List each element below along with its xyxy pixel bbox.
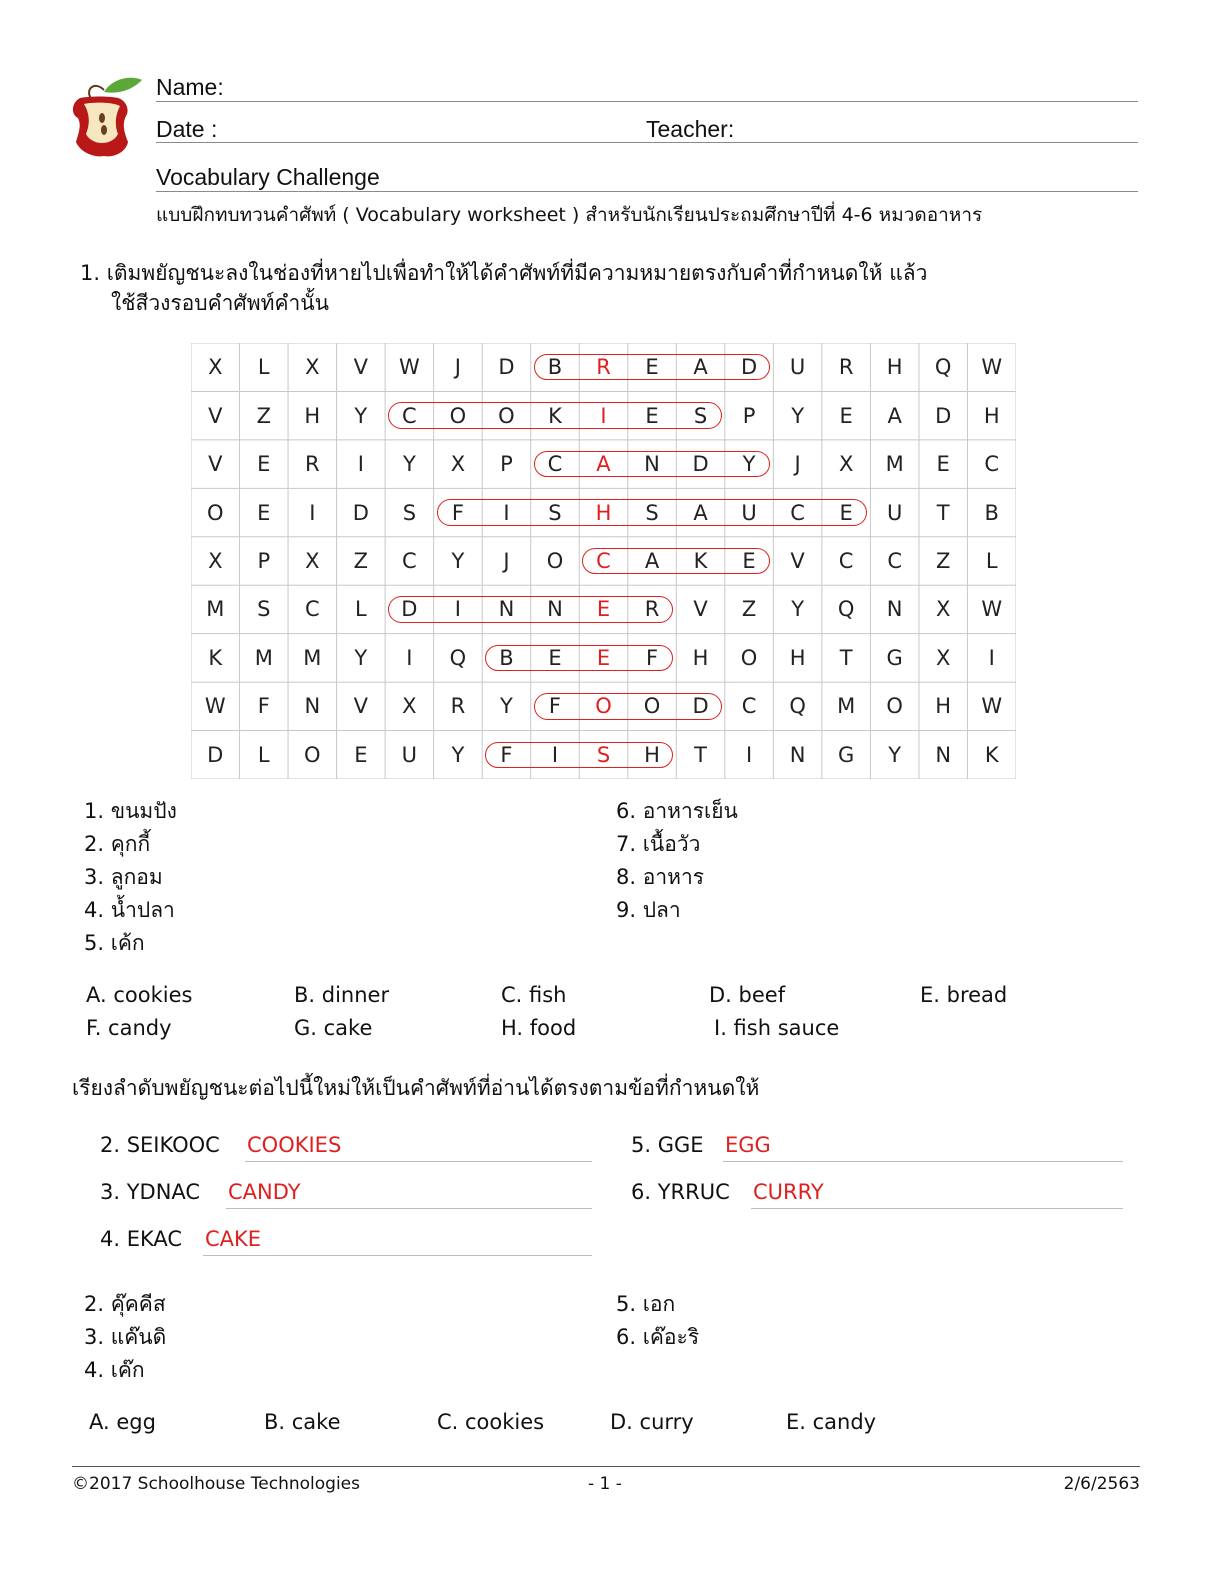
clue-item: 6. อาหารเย็น — [616, 799, 738, 823]
grid-cell[interactable]: O — [449, 403, 467, 428]
grid-cell[interactable]: I — [745, 742, 753, 767]
grid-cell[interactable]: V — [353, 355, 369, 380]
answer-option: A. cookies — [86, 983, 193, 1007]
clue-item: 3. ลูกอม — [84, 865, 163, 889]
grid-cell[interactable]: O — [595, 694, 612, 719]
footer-page-number: - 1 - — [588, 1474, 622, 1494]
answer-field[interactable]: EGG — [725, 1133, 771, 1157]
grid-cell[interactable]: X — [305, 548, 320, 573]
grid-cell[interactable]: L — [257, 355, 270, 380]
apple-core-logo — [64, 70, 148, 162]
grid-cell[interactable]: P — [500, 452, 513, 477]
grid-cell[interactable]: V — [208, 452, 223, 477]
section2-instruction: เรียงลำดับพยัญชนะต่อไปนี้ใหม่ให้เป็นคำศัพท์ที่อ่านได้ตรงตามข้อที่กำหนดให้ — [72, 1076, 760, 1100]
footer-date: 2/6/2563 — [1063, 1474, 1140, 1494]
grid-cell[interactable]: O — [886, 694, 903, 719]
grid-cell[interactable]: F — [548, 694, 561, 719]
grid-cell[interactable]: K — [208, 645, 223, 670]
grid-cell[interactable]: E — [645, 355, 659, 380]
grid-cell[interactable]: E — [742, 548, 756, 573]
grid-cell[interactable]: X — [936, 597, 951, 622]
answer-line — [226, 1208, 592, 1209]
grid-cell[interactable]: C — [790, 500, 805, 525]
grid-cell[interactable]: E — [839, 500, 853, 525]
grid-cell[interactable]: S — [693, 403, 708, 428]
grid-cell[interactable]: O — [498, 403, 515, 428]
title-line — [156, 191, 1138, 192]
grid-cell[interactable]: M — [206, 597, 225, 622]
grid-cell[interactable]: Y — [354, 403, 368, 428]
grid-cell[interactable]: D — [352, 500, 369, 525]
grid-cell[interactable]: E — [596, 597, 611, 622]
grid-cell[interactable]: K — [548, 403, 562, 428]
answer-option: H. food — [501, 1016, 577, 1040]
grid-cell[interactable]: I — [406, 645, 413, 670]
grid-cell[interactable]: X — [450, 452, 466, 477]
grid-cell[interactable]: E — [257, 500, 271, 525]
grid-cell[interactable]: U — [401, 742, 418, 767]
grid-cell[interactable]: I — [503, 500, 510, 525]
clue-item: 8. อาหาร — [616, 865, 705, 889]
grid-cell[interactable]: C — [304, 597, 320, 622]
worksheet-subtitle: แบบฝึกทบทวนคำศัพท์ ( Vocabulary worksheet ) สำหรับนักเรียนประถมศึกษาปีที่ 4-6 หมวดอาหาร — [156, 204, 983, 226]
grid-cell[interactable]: E — [596, 645, 611, 670]
clue-item: 9. ปลา — [616, 898, 681, 922]
grid-cell[interactable]: X — [936, 645, 951, 670]
grid-cell[interactable]: V — [353, 694, 369, 719]
grid-cell[interactable]: D — [498, 355, 515, 380]
answer-option: D. curry — [610, 1410, 694, 1434]
grid-cell[interactable]: G — [837, 742, 855, 767]
grid-cell[interactable]: K — [693, 548, 708, 573]
clue-item: 7. เนื้อวัว — [616, 832, 701, 856]
clue-item: 2. คุ๊คคีส — [84, 1292, 166, 1316]
grid-cell[interactable]: I — [454, 597, 461, 622]
grid-cell[interactable]: M — [885, 452, 904, 477]
grid-cell[interactable]: C — [887, 548, 902, 573]
grid-cell[interactable]: Z — [741, 597, 757, 622]
grid-cell[interactable]: L — [257, 742, 270, 767]
worksheet-title: Vocabulary Challenge — [156, 164, 380, 190]
grid-cell[interactable]: S — [402, 500, 417, 525]
grid-cell[interactable]: X — [305, 355, 320, 380]
answer-line — [751, 1208, 1123, 1209]
grid-cell[interactable]: I — [357, 452, 364, 477]
clue-item: 6. เค๊อะริ — [616, 1325, 700, 1349]
grid-cell[interactable]: E — [839, 403, 853, 428]
grid-cell[interactable]: M — [303, 645, 322, 670]
answer-line — [203, 1255, 592, 1256]
grid-cell[interactable]: W — [398, 355, 420, 380]
grid-cell[interactable]: C — [838, 548, 854, 573]
grid-cell[interactable]: Y — [791, 597, 805, 622]
grid-cell[interactable]: S — [645, 500, 659, 525]
grid-cell[interactable]: Z — [936, 548, 951, 573]
scrambled-word: 4. EKAC — [100, 1227, 183, 1251]
grid-cell[interactable]: D — [692, 694, 709, 719]
grid-cell[interactable]: U — [886, 500, 903, 525]
answer-line — [245, 1161, 592, 1162]
grid-cell[interactable]: W — [981, 597, 1003, 622]
grid-cell[interactable]: R — [305, 452, 320, 477]
grid-cell[interactable]: Y — [742, 452, 756, 477]
date-teacher-line[interactable] — [156, 142, 1138, 143]
grid-cell[interactable]: U — [789, 355, 806, 380]
grid-cell[interactable]: S — [596, 742, 611, 767]
grid-cell[interactable]: R — [838, 355, 854, 380]
grid-cell[interactable]: S — [548, 500, 562, 525]
grid-cell[interactable]: X — [838, 452, 854, 477]
grid-cell[interactable]: J — [503, 548, 510, 573]
answer-option: C. fish — [501, 983, 567, 1007]
answer-option: E. candy — [786, 1410, 877, 1434]
grid-cell[interactable]: E — [936, 452, 950, 477]
grid-cell[interactable]: T — [936, 500, 950, 525]
answer-option: A. egg — [89, 1410, 156, 1434]
grid-cell[interactable]: E — [354, 742, 368, 767]
grid-cell[interactable]: X — [402, 694, 417, 719]
grid-cell[interactable]: U — [741, 500, 757, 525]
grid-cell[interactable]: H — [595, 500, 612, 525]
scrambled-word: 5. GGE — [631, 1133, 704, 1157]
grid-cell[interactable]: P — [742, 403, 756, 428]
grid-cell[interactable]: Y — [451, 742, 465, 767]
grid-cell[interactable]: W — [981, 355, 1003, 380]
grid-cell[interactable]: C — [402, 403, 417, 428]
grid-cell[interactable]: B — [547, 355, 563, 380]
grid-cell[interactable]: A — [596, 452, 611, 477]
grid-cell[interactable]: H — [304, 403, 321, 428]
clue-item: 3. แค๊นดิ — [84, 1325, 167, 1349]
scrambled-word: 6. YRRUC — [631, 1180, 730, 1204]
grid-cell[interactable]: Q — [837, 597, 855, 622]
footer-divider — [72, 1466, 1140, 1467]
grid-cell[interactable]: D — [935, 403, 952, 428]
grid-cell[interactable]: A — [887, 403, 902, 428]
grid-cell[interactable]: M — [254, 645, 273, 670]
grid-cell[interactable]: B — [984, 500, 999, 525]
grid-cell[interactable]: N — [498, 597, 515, 622]
grid-cell[interactable]: N — [547, 597, 563, 622]
grid-cell[interactable]: O — [546, 548, 564, 573]
grid-cell[interactable]: D — [207, 742, 224, 767]
grid-cell[interactable]: O — [740, 645, 758, 670]
grid-cell[interactable]: A — [693, 355, 708, 380]
grid-cell[interactable]: F — [451, 500, 464, 525]
grid-cell[interactable]: Y — [500, 694, 513, 719]
grid-cell[interactable]: F — [645, 645, 659, 670]
grid-cell[interactable]: Y — [354, 645, 368, 670]
grid-cell[interactable]: Z — [353, 548, 369, 573]
clue-item: 2. คุกกี้ — [84, 832, 151, 856]
grid-cell[interactable]: V — [693, 597, 708, 622]
grid-cell[interactable]: N — [789, 742, 806, 767]
grid-cell[interactable]: I — [600, 403, 607, 428]
grid-cell[interactable]: M — [837, 694, 856, 719]
grid-cell[interactable]: P — [257, 548, 271, 573]
grid-cell[interactable]: O — [643, 694, 661, 719]
clue-item: 1. ขนมปัง — [84, 799, 177, 823]
grid-cell[interactable]: H — [789, 645, 806, 670]
grid-cell[interactable]: D — [692, 452, 709, 477]
grid-cell[interactable]: N — [886, 597, 903, 622]
answer-field[interactable]: COOKIES — [247, 1133, 342, 1157]
grid-cell[interactable]: X — [208, 548, 223, 573]
grid-cell[interactable]: W — [981, 694, 1003, 719]
grid-cell[interactable]: E — [257, 452, 271, 477]
answer-field[interactable]: CANDY — [228, 1180, 301, 1204]
grid-cell[interactable]: A — [693, 500, 708, 525]
answer-option: F. candy — [86, 1016, 172, 1040]
answer-option: E. bread — [920, 983, 1008, 1007]
name-label: Name: — [156, 74, 224, 100]
name-line[interactable] — [156, 101, 1138, 102]
clue-item: 5. เค้ก — [84, 931, 145, 955]
grid-cell[interactable]: C — [547, 452, 563, 477]
answer-field[interactable]: CAKE — [205, 1227, 262, 1251]
grid-cell[interactable]: Q — [449, 645, 467, 670]
grid-cell[interactable]: S — [257, 597, 271, 622]
grid-cell[interactable]: L — [985, 548, 998, 573]
answer-option: B. cake — [264, 1410, 341, 1434]
grid-cell[interactable]: H — [935, 694, 952, 719]
grid-cell[interactable]: H — [644, 742, 660, 767]
grid-cell[interactable]: Q — [789, 694, 806, 719]
grid-cell[interactable]: I — [309, 500, 316, 525]
grid-cell[interactable]: B — [499, 645, 514, 670]
answer-option: B. dinner — [294, 983, 390, 1007]
answer-option: I. fish sauce — [714, 1016, 840, 1040]
teacher-label: Teacher: — [646, 116, 735, 142]
grid-cell[interactable]: N — [304, 694, 321, 719]
grid-cell[interactable]: N — [935, 742, 952, 767]
grid-cell[interactable]: R — [450, 694, 466, 719]
grid-cell[interactable]: R — [596, 355, 611, 380]
grid-cell[interactable]: X — [208, 355, 223, 380]
grid-cell[interactable]: Y — [402, 452, 416, 477]
grid-cell[interactable]: T — [839, 645, 853, 670]
grid-cell[interactable]: D — [740, 355, 758, 380]
grid-cell[interactable]: I — [988, 645, 995, 670]
answer-option: C. cookies — [437, 1410, 545, 1434]
grid-cell[interactable]: C — [741, 694, 757, 719]
grid-cell[interactable]: Q — [934, 355, 952, 380]
grid-cell[interactable]: N — [644, 452, 660, 477]
grid-cell[interactable]: W — [204, 694, 226, 719]
scrambled-word: 3. YDNAC — [100, 1180, 201, 1204]
grid-cell[interactable]: G — [886, 645, 903, 670]
grid-cell[interactable]: R — [644, 597, 660, 622]
grid-cell[interactable]: H — [692, 645, 709, 670]
grid-cell[interactable]: K — [984, 742, 999, 767]
grid-cell[interactable]: Y — [791, 403, 805, 428]
scrambled-word: 2. SEIKOOC — [100, 1133, 220, 1157]
clue-item: 4. น้ำปลา — [84, 898, 175, 922]
answer-field[interactable]: CURRY — [753, 1180, 824, 1204]
grid-cell[interactable]: C — [402, 548, 417, 573]
clue-item: 4. เค๊ก — [84, 1358, 145, 1382]
grid-cell[interactable]: C — [596, 548, 611, 573]
grid-cell[interactable]: J — [794, 452, 801, 477]
grid-cell[interactable]: C — [984, 452, 1000, 477]
grid-cell[interactable]: Y — [451, 548, 465, 573]
section1-instruction-line2: ใช้สีวงรอบคำศัพท์คำนั้น — [111, 291, 329, 315]
grid-cell[interactable]: H — [886, 355, 903, 380]
grid-cell[interactable]: J — [454, 355, 461, 380]
grid-cell[interactable]: H — [983, 403, 1000, 428]
grid-cell[interactable]: E — [645, 403, 659, 428]
word-search-grid — [191, 343, 1016, 779]
grid-cell[interactable]: V — [790, 548, 805, 573]
grid-cell[interactable]: F — [500, 742, 513, 767]
grid-cell[interactable]: F — [257, 694, 270, 719]
grid-cell[interactable]: D — [401, 597, 418, 622]
answer-option: D. beef — [709, 983, 786, 1007]
section1-instruction-line1: 1. เติมพยัญชนะลงในช่องที่หายไปเพื่อทำให้ได้คำศัพท์ที่มีความหมายตรงกับคำที่กำหนดให้ แล้ว — [80, 261, 928, 285]
answer-line — [723, 1161, 1123, 1162]
grid-cell[interactable]: O — [206, 500, 224, 525]
grid-cell[interactable]: I — [551, 742, 559, 767]
footer-copyright: ©2017 Schoolhouse Technologies — [72, 1474, 360, 1494]
answer-option: G. cake — [294, 1016, 373, 1040]
grid-cell[interactable]: Y — [888, 742, 902, 767]
date-label: Date : — [156, 116, 218, 142]
grid-cell[interactable]: O — [304, 742, 321, 767]
grid-cell[interactable]: A — [644, 548, 660, 573]
grid-cell[interactable]: L — [354, 597, 367, 622]
grid-cell[interactable]: Z — [256, 403, 271, 428]
grid-cell[interactable]: V — [208, 403, 223, 428]
clue-item: 5. เอก — [616, 1292, 676, 1316]
grid-cell[interactable]: E — [548, 645, 562, 670]
grid-cell[interactable]: T — [694, 742, 707, 767]
